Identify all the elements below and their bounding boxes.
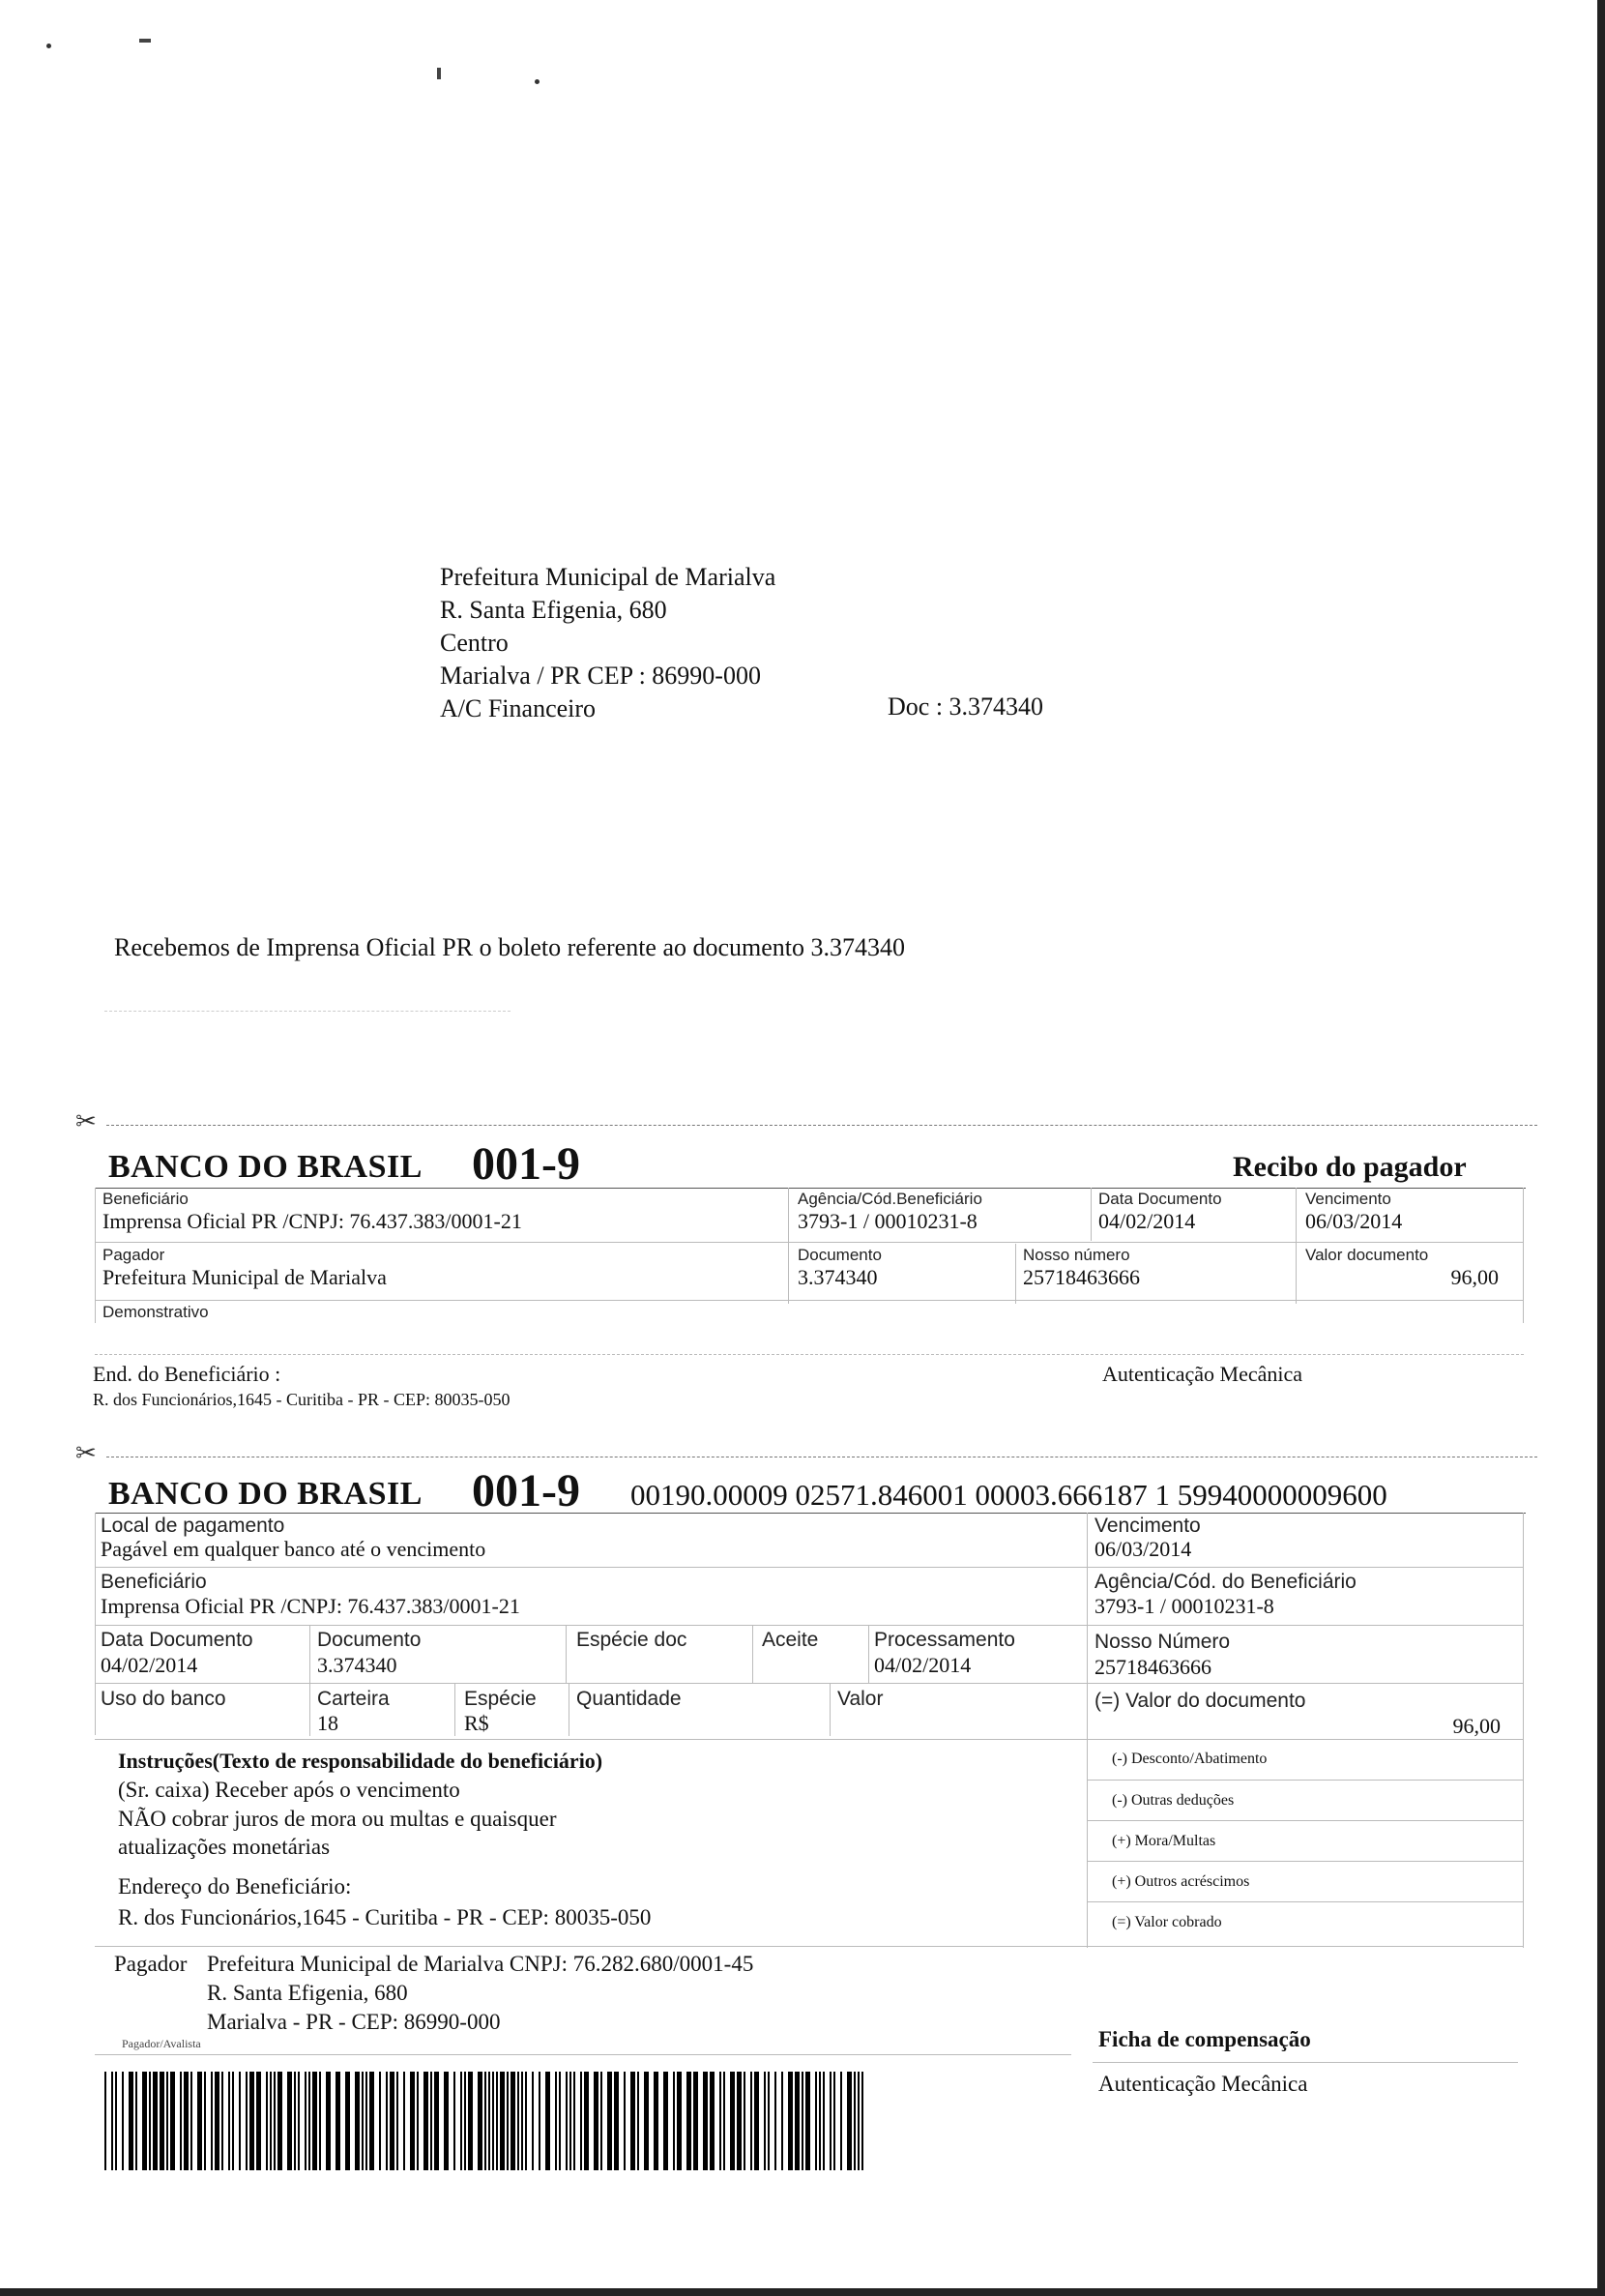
data-documento-label: Data Documento <box>101 1629 253 1651</box>
documento-value: 3.374340 <box>317 1653 397 1677</box>
instrucao-line: atualizações monetárias <box>118 1835 331 1859</box>
barcode-bar <box>730 2072 735 2170</box>
barcode-bar <box>677 2072 682 2170</box>
processamento-label: Processamento <box>874 1629 1015 1651</box>
barcode-bar <box>379 2072 381 2170</box>
barcode-bar <box>129 2072 133 2170</box>
box-left <box>95 1188 96 1323</box>
barcode-bar <box>496 2072 498 2170</box>
barcode-bar <box>624 2072 626 2170</box>
barcode-bar <box>287 2072 292 2170</box>
side-divider <box>1087 1861 1524 1862</box>
instrucoes-title: Instruções(Texto de responsabilidade do beneficiário) <box>118 1749 603 1773</box>
barcode-bar <box>365 2072 367 2170</box>
barcode-bar <box>417 2072 419 2170</box>
scan-speck <box>139 39 151 43</box>
barcode <box>104 2072 866 2170</box>
pagador-value: Prefeitura Municipal de Marialva <box>102 1265 387 1289</box>
barcode-bar <box>362 2072 364 2170</box>
barcode-bar <box>744 2072 745 2170</box>
barcode-bar <box>723 2072 725 2170</box>
barcode-bar <box>559 2072 561 2170</box>
barcode-bar <box>764 2072 766 2170</box>
recipient-line: Centro <box>440 629 509 657</box>
barcode-bar <box>823 2072 825 2170</box>
autenticacao-mecanica: Autenticação Mecânica <box>1098 2072 1308 2096</box>
barcode-bar <box>569 2072 571 2170</box>
recipient-line: Marialva / PR CEP : 86990-000 <box>440 662 761 690</box>
barcode-bar <box>221 2072 223 2170</box>
instrucao-line: NÃO cobrar juros de mora ou multas e quaisquer <box>118 1807 557 1831</box>
barcode-bar <box>355 2072 360 2170</box>
data-documento-value: 04/02/2014 <box>101 1653 198 1677</box>
vencimento-value: 06/03/2014 <box>1094 1537 1192 1561</box>
barcode-bar <box>190 2072 192 2170</box>
barcode-bar <box>594 2072 598 2170</box>
col-divider <box>1015 1244 1016 1304</box>
barcode-bar <box>488 2072 490 2170</box>
bank-name: BANCO DO BRASIL <box>108 1476 423 1512</box>
barcode-bar <box>861 2072 863 2170</box>
barcode-bar <box>149 2072 151 2170</box>
barcode-bar <box>805 2072 810 2170</box>
data-documento-label: Data Documento <box>1098 1190 1222 1208</box>
especie-doc-label: Espécie doc <box>576 1629 687 1651</box>
valor-cobrado-label: (=) Valor cobrado <box>1112 1914 1222 1930</box>
barcode-bar <box>197 2072 202 2170</box>
barcode-bar <box>345 2072 350 2170</box>
instrucao-line: (Sr. caixa) Receber após o vencimento <box>118 1778 460 1802</box>
vencimento-value: 06/03/2014 <box>1305 1209 1403 1233</box>
row-divider <box>95 1354 1524 1355</box>
scan-edge-bottom <box>0 2288 1605 2296</box>
barcode-bar <box>750 2072 752 2170</box>
barcode-bar <box>369 2072 374 2170</box>
col-divider <box>752 1625 753 1683</box>
nosso-numero-value: 25718463666 <box>1094 1655 1211 1679</box>
col-divider <box>1091 1188 1092 1241</box>
agencia-label: Agência/Cód. do Beneficiário <box>1094 1571 1357 1593</box>
outras-deducoes-label: (-) Outras deduções <box>1112 1792 1235 1809</box>
bank-code: 001-9 <box>472 1465 580 1516</box>
barcode-bar <box>802 2072 803 2170</box>
instrucao-line: R. dos Funcionários,1645 - Curitiba - PR - CEP: 80035-050 <box>118 1905 652 1929</box>
scan-speck <box>437 68 441 79</box>
barcode-bar <box>654 2072 658 2170</box>
barcode-bar <box>663 2072 668 2170</box>
barcode-bar <box>184 2072 189 2170</box>
bank-name: BANCO DO BRASIL <box>108 1149 423 1185</box>
data-documento-value: 04/02/2014 <box>1098 1209 1196 1233</box>
header-rule <box>95 1513 1526 1514</box>
nosso-numero-label: Nosso número <box>1023 1246 1130 1264</box>
barcode-bar <box>830 2072 832 2170</box>
box-right <box>1523 1188 1524 1323</box>
pagador-line: R. Santa Efigenia, 680 <box>207 1981 408 2005</box>
barcode-bar <box>170 2072 175 2170</box>
barcode-bar <box>430 2072 432 2170</box>
row-divider <box>95 1567 1524 1568</box>
barcode-bar <box>573 2072 575 2170</box>
linha-digitavel: 00190.00009 02571.846001 00003.666187 1 59940000009600 <box>630 1478 1387 1512</box>
beneficiario-label: Beneficiário <box>102 1190 189 1208</box>
pagador-rule <box>95 2054 1071 2055</box>
barcode-bar <box>584 2072 589 2170</box>
ficha-compensacao-title: Ficha de compensação <box>1098 2027 1311 2051</box>
scan-edge-right <box>1597 0 1605 2296</box>
barcode-bar <box>336 2072 340 2170</box>
barcode-bar <box>737 2072 742 2170</box>
recipient-line: R. Santa Efigenia, 680 <box>440 596 667 624</box>
nosso-numero-value: 25718463666 <box>1023 1265 1140 1289</box>
barcode-bar <box>308 2072 310 2170</box>
receipt-statement: Recebemos de Imprensa Oficial PR o boleto referente ao documento 3.374340 <box>114 933 906 961</box>
documento-label: Documento <box>798 1246 882 1264</box>
barcode-bar <box>754 2072 759 2170</box>
desconto-label: (-) Desconto/Abatimento <box>1112 1751 1268 1767</box>
barcode-bar <box>298 2072 300 2170</box>
col-divider <box>868 1625 869 1683</box>
barcode-bar <box>484 2072 486 2170</box>
barcode-bar <box>326 2072 331 2170</box>
carteira-value: 18 <box>317 1711 338 1735</box>
col-divider <box>309 1625 310 1736</box>
barcode-bar <box>274 2072 276 2170</box>
barcode-bar <box>774 2072 776 2170</box>
agencia-value: 3793-1 / 00010231-8 <box>1094 1594 1274 1618</box>
documento-label: Documento <box>317 1629 422 1651</box>
col-divider <box>566 1625 567 1683</box>
barcode-bar <box>266 2072 268 2170</box>
barcode-bar <box>630 2072 635 2170</box>
barcode-bar <box>319 2072 321 2170</box>
especie-value: R$ <box>464 1711 489 1735</box>
demonstrativo-label: Demonstrativo <box>102 1303 209 1321</box>
vencimento-label: Vencimento <box>1094 1515 1201 1537</box>
end-beneficiario-label: End. do Beneficiário : <box>93 1362 281 1386</box>
valor-documento-label: (=) Valor do documento <box>1094 1690 1306 1712</box>
barcode-bar <box>423 2072 428 2170</box>
row-divider <box>95 1242 1524 1243</box>
barcode-bar <box>703 2072 708 2170</box>
recipient-address <box>440 561 775 725</box>
valor-documento-value: 96,00 <box>1450 1265 1499 1289</box>
box-left <box>95 1513 96 1735</box>
barcode-bar <box>390 2072 394 2170</box>
instrucao-line: Endereço do Beneficiário: <box>118 1874 352 1899</box>
barcode-bar <box>410 2072 415 2170</box>
agencia-value: 3793-1 / 00010231-8 <box>798 1209 978 1233</box>
barcode-bar <box>637 2072 639 2170</box>
row-divider <box>95 1946 1524 1947</box>
header-rule <box>95 1188 1526 1189</box>
barcode-bar <box>644 2072 649 2170</box>
beneficiario-value: Imprensa Oficial PR /CNPJ: 76.437.383/0001-21 <box>102 1209 522 1233</box>
end-beneficiario-value: R. dos Funcionários,1645 - Curitiba - PR - CEP: 80035-050 <box>93 1390 511 1409</box>
box-right <box>1523 1513 1524 1948</box>
aceite-label: Aceite <box>762 1629 819 1651</box>
barcode-bar <box>256 2072 261 2170</box>
barcode-bar <box>215 2072 219 2170</box>
scissors-icon: ✂ <box>75 1439 97 1468</box>
barcode-bar <box>135 2072 137 2170</box>
barcode-bar <box>277 2072 282 2170</box>
outros-acrescimos-label: (+) Outros acréscimos <box>1112 1873 1250 1890</box>
scissors-icon: ✂ <box>75 1107 97 1136</box>
barcode-bar <box>160 2072 164 2170</box>
barcode-bar <box>239 2072 241 2170</box>
barcode-bar <box>815 2072 817 2170</box>
barcode-bar <box>858 2072 860 2170</box>
barcode-bar <box>270 2072 272 2170</box>
barcode-bar <box>521 2072 523 2170</box>
barcode-bar <box>180 2072 182 2170</box>
barcode-bar <box>434 2072 439 2170</box>
quantidade-label: Quantidade <box>576 1688 682 1710</box>
pagador-line: Marialva - PR - CEP: 86990-000 <box>207 2010 501 2034</box>
barcode-bar <box>468 2072 473 2170</box>
barcode-bar <box>819 2072 821 2170</box>
barcode-bar <box>555 2072 557 2170</box>
barcode-bar <box>104 2072 106 2170</box>
scan-speck <box>46 44 51 48</box>
valor-label: Valor <box>837 1688 884 1710</box>
barcode-bar <box>545 2072 550 2170</box>
col-divider <box>788 1188 789 1304</box>
recipient-line: A/C Financeiro <box>440 694 597 722</box>
side-divider <box>1087 1780 1524 1781</box>
barcode-bar <box>833 2072 835 2170</box>
recipient-line: Prefeitura Municipal de Marialva <box>440 563 776 591</box>
cut-line <box>106 1125 1537 1126</box>
autenticacao-rule <box>1093 2062 1518 2063</box>
especie-label: Espécie <box>464 1688 537 1710</box>
barcode-bar <box>840 2072 842 2170</box>
barcode-bar <box>795 2072 800 2170</box>
barcode-bar <box>232 2072 234 2170</box>
barcode-bar <box>312 2072 317 2170</box>
barcode-bar <box>122 2072 124 2170</box>
col-divider <box>1296 1188 1297 1304</box>
barcode-bar <box>478 2072 482 2170</box>
barcode-bar <box>693 2072 698 2170</box>
barcode-bar <box>453 2072 455 2170</box>
barcode-bar <box>710 2072 715 2170</box>
barcode-bar <box>719 2072 721 2170</box>
barcode-bar <box>111 2072 113 2170</box>
barcode-bar <box>673 2072 675 2170</box>
pagador-avalista-label: Pagador/Avalista <box>122 2037 201 2050</box>
faint-divider <box>104 1011 511 1012</box>
barcode-bar <box>566 2072 568 2170</box>
barcode-bar <box>464 2072 466 2170</box>
barcode-bar <box>460 2072 462 2170</box>
pagador-label: Pagador <box>102 1246 165 1264</box>
bank-code: 001-9 <box>472 1138 580 1190</box>
barcode-bar <box>768 2072 770 2170</box>
barcode-bar <box>386 2072 388 2170</box>
barcode-bar <box>532 2072 534 2170</box>
barcode-bar <box>142 2072 147 2170</box>
barcode-bar <box>305 2072 306 2170</box>
barcode-bar <box>854 2072 856 2170</box>
row-divider <box>95 1300 1524 1301</box>
doc-reference: Doc : 3.374340 <box>888 692 1044 721</box>
barcode-bar <box>788 2072 793 2170</box>
barcode-bar <box>525 2072 527 2170</box>
recibo-title: Recibo do pagador <box>1233 1151 1467 1183</box>
barcode-bar <box>600 2072 602 2170</box>
beneficiario-label: Beneficiário <box>101 1571 207 1593</box>
barcode-bar <box>539 2072 540 2170</box>
barcode-bar <box>686 2072 691 2170</box>
barcode-bar <box>204 2072 206 2170</box>
barcode-bar <box>607 2072 612 2170</box>
barcode-bar <box>115 2072 117 2170</box>
barcode-bar <box>396 2072 398 2170</box>
side-divider <box>1087 1820 1524 1821</box>
barcode-bar <box>847 2072 852 2170</box>
barcode-bar <box>249 2072 254 2170</box>
carteira-label: Carteira <box>317 1688 390 1710</box>
valor-documento-label: Valor documento <box>1305 1246 1429 1264</box>
barcode-bar <box>444 2072 449 2170</box>
barcode-bar <box>614 2072 619 2170</box>
documento-value: 3.374340 <box>798 1265 878 1289</box>
valor-documento-value: 96,00 <box>1452 1714 1501 1738</box>
barcode-bar <box>492 2072 494 2170</box>
barcode-bar <box>507 2072 509 2170</box>
barcode-bar <box>246 2072 248 2170</box>
mora-multas-label: (+) Mora/Multas <box>1112 1833 1216 1849</box>
right-column-divider <box>1087 1513 1088 1948</box>
barcode-bar <box>781 2072 783 2170</box>
barcode-bar <box>228 2072 230 2170</box>
barcode-bar <box>500 2072 505 2170</box>
processamento-value: 04/02/2014 <box>874 1653 972 1677</box>
agencia-label: Agência/Cód.Beneficiário <box>798 1190 982 1208</box>
barcode-bar <box>211 2072 213 2170</box>
vencimento-label: Vencimento <box>1305 1190 1391 1208</box>
col-divider <box>830 1683 831 1736</box>
pagador-line: Prefeitura Municipal de Marialva CNPJ: 76.282.680/0001-45 <box>207 1952 754 1976</box>
col-divider <box>454 1683 455 1736</box>
barcode-bar <box>511 2072 515 2170</box>
barcode-bar <box>294 2072 296 2170</box>
row-divider <box>95 1683 1524 1684</box>
side-divider <box>1087 1901 1524 1902</box>
scan-speck <box>535 79 540 84</box>
barcode-bar <box>580 2072 582 2170</box>
barcode-bar <box>153 2072 158 2170</box>
row-divider <box>95 1739 1524 1740</box>
pagador-prefix: Pagador <box>114 1952 188 1976</box>
uso-banco-label: Uso do banco <box>101 1688 226 1710</box>
barcode-bar <box>403 2072 405 2170</box>
local-pagamento-value: Pagável em qualquer banco até o vencimento <box>101 1537 486 1561</box>
nosso-numero-label: Nosso Número <box>1094 1631 1231 1653</box>
autenticacao-mecanica: Autenticação Mecânica <box>1102 1362 1303 1386</box>
barcode-bar <box>166 2072 168 2170</box>
local-pagamento-label: Local de pagamento <box>101 1515 285 1537</box>
beneficiario-value: Imprensa Oficial PR /CNPJ: 76.437.383/0001-21 <box>101 1594 520 1618</box>
barcode-bar <box>517 2072 519 2170</box>
